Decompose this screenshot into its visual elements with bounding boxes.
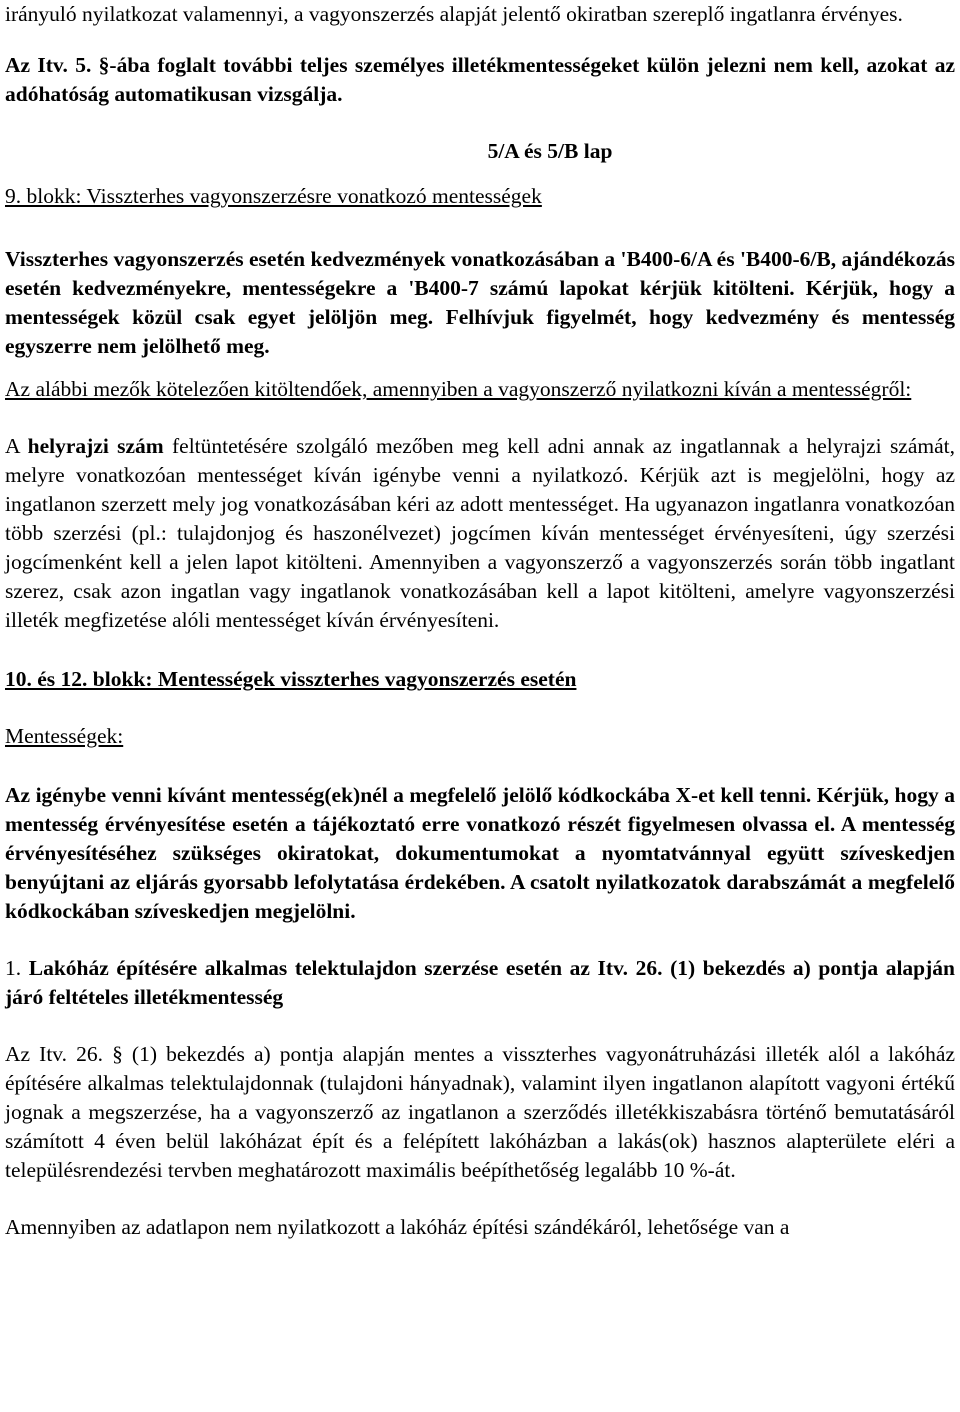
block10-heading-text: 10. és 12. blokk: Mentességek visszterhes vagyonszerzés esetén bbox=[5, 667, 577, 691]
item1-title: Lakóház építésére alkalmas telektulajdon szerzése esetén az Itv. 26. (1) bekezdés a) pontja alapján járó feltételes illetékmentesség bbox=[5, 956, 956, 1009]
helyrajzi-pre: A bbox=[5, 434, 28, 458]
block10-bold-paragraph: Az igénybe venni kívánt mentesség(ek)nél a megfelelő jelölő kódkockába X-et kell tenni. Kérjük, hogy a mentesség érvényesítése esetén a tájékoztató erre vonatkozó részét figyelmesen olvassa el. A mentesség érvényesítéséhez szükséges okiratokat, dokumentumokat a nyomtatvánnyal együtt szíveskedjen benyújtani az eljárás gyorsabb lefolytatása érdekében. A csatolt nyilatkozatok darabszámát a megfelelő kódkockában szíveskedjen megjelölni. bbox=[5, 783, 955, 923]
helyrajzi-post: feltüntetésére szolgáló mezőben meg kell adni annak az ingatlannak a helyrajzi számát, melyre vonatkozóan mentességet kíván igénybe venni a nyilatkozó. Kérjük azt is megjelölni, hogy az ingatlanon szerzett mely jog vonatkozásában kéri az adott mentességet. Ha ugyanazon ingatlanra vonatkozóan több szerzési (pl.: tulajdonjog és haszonélvezet) jogcímen kíván mentességet érvényesíteni, úgy szerzési jogcímenként kell a jelen lapot kitölteni. Amennyiben a vagyonszerző a vagyonszerzés során több ingatlant szerez, csak azon ingatlan vagy ingatlanok vonatkozásában kell a lapot kitölteni, amelyre vagyonszerzési illeték megfizetése alóli mentességet kíván érvényesíteni. bbox=[5, 434, 956, 632]
lap-heading: 5/A és 5/B lap bbox=[487, 139, 613, 163]
block10-heading bbox=[5, 665, 955, 694]
item1-title-paragraph bbox=[5, 954, 955, 1012]
block10-subheading-text: Mentességek: bbox=[5, 724, 124, 748]
document-page bbox=[5, 0, 955, 1242]
block9-bold-paragraph: Visszterhes vagyonszerzés esetén kedvezmények vonatkozásában a 'B400-6/A és 'B400-6/B, ajándékozás esetén kedvezményekre, mentességekre a 'B400-7 számú lapokat kérjük kitölteni. Kérjük, hogy a mentességek közül csak egyet jelöljön meg. Felhívjuk figyelmét, hogy kedvezmény és mentesség egyszerre nem jelölhető meg. bbox=[5, 247, 955, 358]
helyrajzi-paragraph bbox=[5, 432, 955, 635]
block9-heading bbox=[5, 182, 955, 211]
intro-paragraph-1: irányuló nyilatkozat valamennyi, a vagyonszerzés alapját jelentő okiratban szereplő ingatlanra érvényes. bbox=[5, 2, 903, 26]
item1-last-line: Amennyiben az adatlapon nem nyilatkozott a lakóház építési szándékáról, lehetősége van a bbox=[5, 1215, 790, 1239]
intro-paragraph-2: Az Itv. 5. §-ába foglalt további teljes személyes illetékmentességeket külön jelezni nem kell, azokat az adóhatóság automatikusan vizsgálja. bbox=[5, 53, 955, 106]
block10-subheading bbox=[5, 722, 955, 751]
helyrajzi-bold: helyrajzi szám bbox=[27, 434, 164, 458]
block9-underline-paragraph bbox=[5, 375, 955, 404]
block9-underline-text: Az alábbi mezők kötelezően kitöltendőek, amennyiben a vagyonszerző nyilatkozni kíván a mentességről: bbox=[5, 377, 912, 401]
item1-body-paragraph: Az Itv. 26. § (1) bekezdés a) pontja alapján mentes a visszterhes vagyonátruházási illeték alól a lakóház építésére alkalmas telektulajdonnak (tulajdoni hányadnak), valamint ilyen ingatlanon alapított vagyoni értékű jognak a megszerzése, ha a vagyonszerző az ingatlanon a szerződés illetékkiszabásra történő bemutatásáról számított 4 éven belül lakóházat épít és a felépített lakóházban a lakás(ok) hasznos alapterülete eléri a településrendezési tervben meghatározott maximális beépíthetőség legalább 10 %-át. bbox=[5, 1042, 955, 1182]
block9-heading-text: 9. blokk: Visszterhes vagyonszerzésre vonatkozó mentességek bbox=[5, 184, 542, 208]
item1-number: 1. bbox=[5, 956, 29, 980]
